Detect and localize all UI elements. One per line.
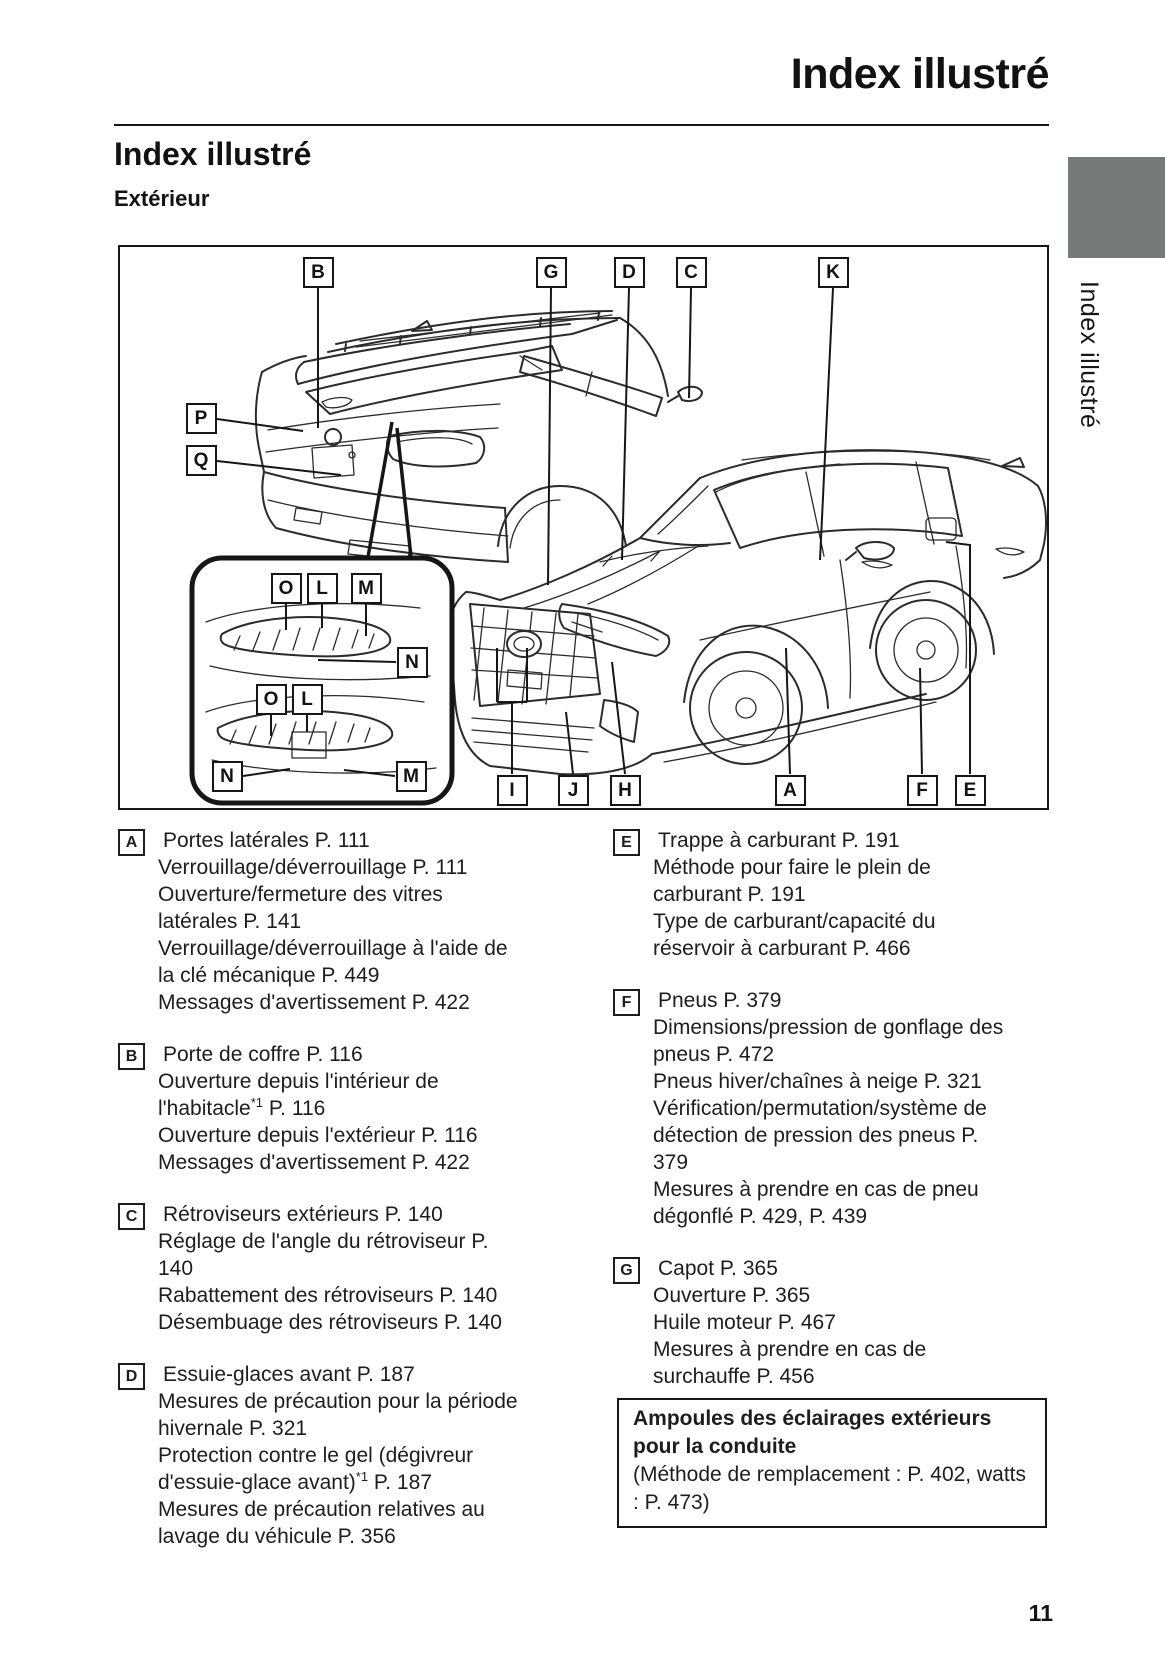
diagram-label-N: N xyxy=(397,647,428,678)
index-line: Pneus P. 379 xyxy=(658,989,782,1012)
index-line: Ouverture/fermeture des vitres latérales P. 141 xyxy=(158,883,443,933)
inset-pointer-lines xyxy=(368,422,411,557)
index-line: Désembuage des rétroviseurs P. 140 xyxy=(158,1311,502,1334)
index-item-B xyxy=(118,1041,528,1176)
chapter-tab-label: Index illustré xyxy=(1075,281,1103,429)
index-line: Capot P. 365 xyxy=(658,1257,778,1280)
item-marker-G: G xyxy=(613,1257,640,1284)
item-marker-F: F xyxy=(613,989,640,1016)
index-item-A xyxy=(118,827,528,1016)
diagram-label-G: G xyxy=(536,257,567,288)
index-line: Rétroviseurs extérieurs P. 140 xyxy=(163,1203,443,1226)
diagram-label-P: P xyxy=(186,403,217,434)
index-line: Protection contre le gel (dégivreur d'essuie-glace avant)$^{*1}$ P. 187 xyxy=(158,1444,474,1494)
index-line: Mesures à prendre en cas de pneu dégonflé P. 429, P. 439 xyxy=(653,1178,979,1228)
index-line: Huile moteur P. 467 xyxy=(653,1311,836,1334)
diagram-label-A: A xyxy=(775,775,806,806)
index-column-left xyxy=(118,827,528,1575)
rear-car-drawing xyxy=(256,311,702,562)
bulbs-note-box xyxy=(617,1398,1047,1528)
diagram-label-L: L xyxy=(292,684,323,715)
index-line: Verrouillage/déverrouillage P. 111 xyxy=(158,856,468,879)
diagram-label-N: N xyxy=(212,761,243,792)
item-lines xyxy=(653,1255,1017,1390)
index-line: Mesures de précaution relatives au lavage du véhicule P. 356 xyxy=(158,1498,485,1548)
diagram-label-M: M xyxy=(351,573,382,604)
index-line: Type de carburant/capacité du réservoir à carburant P. 466 xyxy=(653,910,936,960)
header-rule xyxy=(114,124,1049,126)
front-car-drawing xyxy=(450,450,1046,774)
item-marker-A: A xyxy=(118,829,145,856)
diagram-label-D: D xyxy=(614,257,645,288)
item-lines xyxy=(653,987,1017,1230)
chapter-tab-block xyxy=(1068,157,1165,258)
diagram-label-O: O xyxy=(271,573,302,604)
diagram-label-J: J xyxy=(558,775,589,806)
index-line: Réglage de l'angle du rétroviseur P. 140 xyxy=(158,1230,489,1280)
index-line: Verrouillage/déverrouillage à l'aide de la clé mécanique P. 449 xyxy=(158,937,508,987)
index-line: Portes latérales P. 111 xyxy=(163,829,370,852)
index-line: Rabattement des rétroviseurs P. 140 xyxy=(158,1284,498,1307)
item-marker-C: C xyxy=(118,1203,145,1230)
index-line: Ouverture depuis l'extérieur P. 116 xyxy=(158,1124,478,1147)
diagram-label-L: L xyxy=(307,573,338,604)
index-line: Trappe à carburant P. 191 xyxy=(658,829,900,852)
car-line-art xyxy=(120,247,1047,808)
item-lines xyxy=(158,1361,522,1550)
item-lines xyxy=(158,827,522,1016)
index-line: Ouverture P. 365 xyxy=(653,1284,811,1307)
index-item-E xyxy=(613,827,1023,962)
diagram-label-O: O xyxy=(256,684,287,715)
item-lines xyxy=(653,827,1017,962)
bulbs-note-body: (Méthode de remplacement : P. 402, watts : P. 473) xyxy=(633,1463,1026,1514)
diagram-label-H: H xyxy=(610,775,641,806)
index-line: Essuie-glaces avant P. 187 xyxy=(163,1363,415,1386)
item-marker-E: E xyxy=(613,829,640,856)
index-line: Dimensions/pression de gonflage des pneus P. 472 xyxy=(653,1016,1004,1066)
index-line: Messages d'avertissement P. 422 xyxy=(158,1151,470,1174)
index-line: Mesures à prendre en cas de surchauffe P. 456 xyxy=(653,1338,927,1388)
item-marker-D: D xyxy=(118,1363,145,1390)
exterior-diagram xyxy=(118,245,1049,810)
diagram-label-B: B xyxy=(303,257,334,288)
index-line: Méthode pour faire le plein de carburant P. 191 xyxy=(653,856,931,906)
diagram-label-E: E xyxy=(955,775,986,806)
index-item-G xyxy=(613,1255,1023,1390)
diagram-label-I: I xyxy=(497,775,528,806)
diagram-label-M: M xyxy=(396,761,427,792)
diagram-label-F: F xyxy=(907,775,938,806)
item-lines xyxy=(158,1201,522,1336)
bulbs-note-title: Ampoules des éclairages extérieurs pour la conduite xyxy=(633,1407,992,1458)
section-subheading: Extérieur xyxy=(114,186,210,211)
diagram-label-K: K xyxy=(818,257,849,288)
page-header-title: Index illustré xyxy=(790,50,1049,98)
diagram-label-C: C xyxy=(676,257,707,288)
index-line: Messages d'avertissement P. 422 xyxy=(158,991,470,1014)
page-number: 11 xyxy=(1028,1600,1053,1626)
index-line: Mesures de précaution pour la période hivernale P. 321 xyxy=(158,1390,518,1440)
index-line: Pneus hiver/chaînes à neige P. 321 xyxy=(653,1070,982,1093)
section-heading: Index illustré xyxy=(114,136,312,172)
item-marker-B: B xyxy=(118,1043,145,1070)
index-item-C xyxy=(118,1201,528,1336)
index-item-F xyxy=(613,987,1023,1230)
index-column-right xyxy=(613,827,1023,1415)
index-line: Porte de coffre P. 116 xyxy=(163,1043,363,1066)
index-item-D xyxy=(118,1361,528,1550)
index-line: Vérification/permutation/système de détection de pression des pneus P. 379 xyxy=(653,1097,987,1174)
item-lines xyxy=(158,1041,522,1176)
diagram-label-Q: Q xyxy=(186,445,217,476)
index-line: Ouverture depuis l'intérieur de l'habitacle$^{*1}$ P. 116 xyxy=(158,1070,439,1120)
